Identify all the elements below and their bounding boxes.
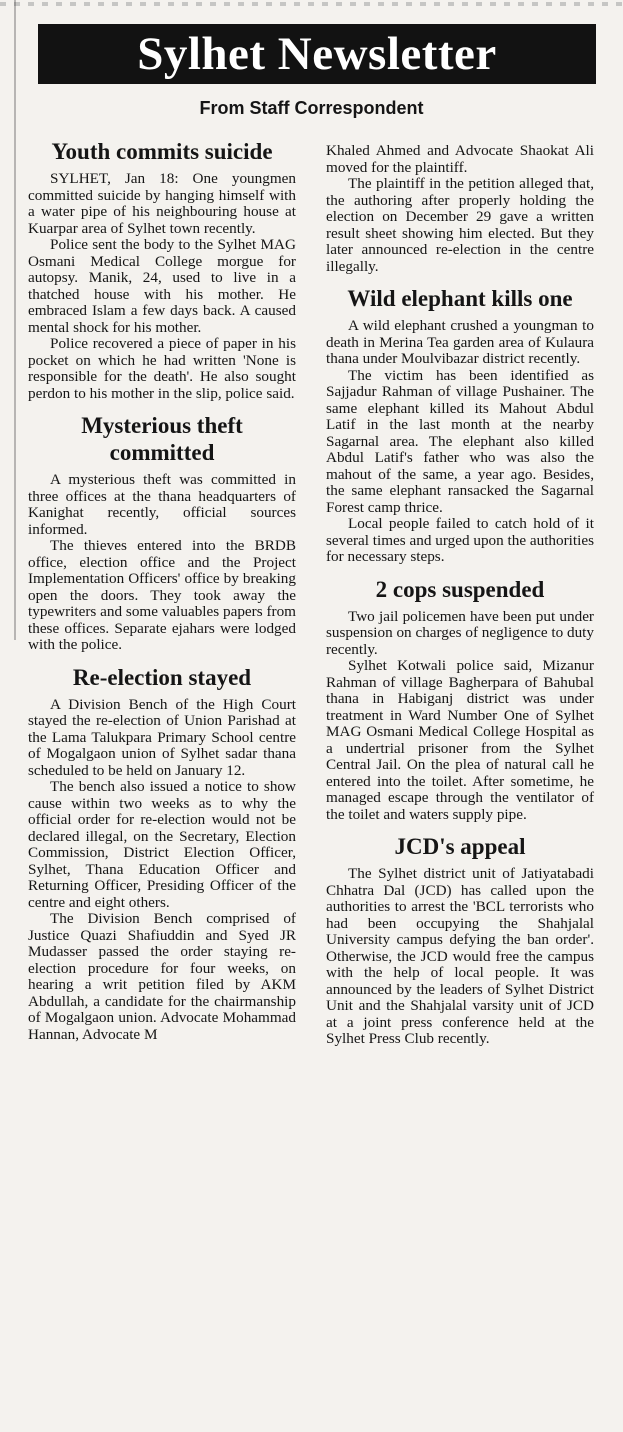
article-mysterious-theft — [28, 412, 296, 654]
headline: 2 cops suspended — [375, 576, 545, 602]
article-continuation — [326, 143, 594, 275]
article-paragraph: Khaled Ahmed and Advocate Shaokat Ali moved for the plaintiff. — [326, 142, 594, 176]
byline: From Staff Correspondent — [199, 98, 424, 118]
article-paragraph: A mysterious theft was committed in three offices at the thana headquarters of Kanighat recently, official sources informed. — [28, 471, 296, 538]
article-paragraph: Two jail policemen have been put under suspension on charges of negligence to duty recently. — [326, 607, 594, 658]
column-rule — [14, 0, 16, 640]
headline: Youth commits suicide — [51, 139, 273, 164]
masthead-title: Sylhet Newsletter — [38, 24, 596, 84]
right-column — [326, 143, 594, 1058]
article-paragraph: Police sent the body to the Sylhet MAG Osmani Medical College morgue for autopsy. Manik, 24, used to live in a thatched house with his mother. He embraced Islam a few days back. A caused mental shock for his mother. — [28, 236, 296, 336]
article-re-election-stayed — [28, 664, 296, 1044]
article-paragraph: A wild elephant crushed a youngman to death in Merina Tea garden area of Kulaura thana under Moulvibazar district recently. — [326, 317, 594, 367]
article-wild-elephant — [326, 285, 594, 566]
article-paragraph: The Division Bench comprised of Justice Quazi Shafiuddin and Syed JR Mudasser passed the order staying re-election procedure for four weeks, on hearing a writ petition filed by AKM Abdullah, a candidate for the chairmanship of Mogalgaon union. Advocate Mohammad Hannan, Advocate M — [28, 910, 296, 1043]
article-cops-suspended — [326, 576, 594, 824]
article-paragraph: The thieves entered into the BRDB office, election office and the Project Implementation Officers' office by breaking open the doors. They took away the typewriters and some valuables papers from these offices. Separate ejahars were lodged with the police. — [28, 537, 296, 653]
article-paragraph: Local people failed to catch hold of it several times and urged upon the authorities for necessary steps. — [326, 515, 594, 565]
article-paragraph: A Division Bench of the High Court stayed the re-election of Union Parishad at the Lama Talukpara Primary School centre of Mogalgaon union of Sylhet sadar thana scheduled to be held on January 12. — [28, 695, 296, 779]
article-paragraph: The plaintiff in the petition alleged that, the authoring after properly holding the election on December 29 gave a written result sheet showing him elected. But they later announced re-election in the centre illegally. — [326, 175, 594, 275]
article-paragraph: Sylhet Kotwali police said, Mizanur Rahman of village Bagherpara of Bahubal thana in Habiganj district was under treatment in Ward Number One of Sylhet MAG Osmani Medical College Hospital as a undertrial prisoner from the Sylhet Central Jail. On the plea of natural call he entered into the toilet. After sometime, he managed escape through the ventilator of the toilet and waters supply pipe. — [326, 657, 594, 823]
headline: JCD's appeal — [394, 834, 526, 859]
article-youth-suicide — [28, 138, 296, 402]
headline: Re-election stayed — [72, 664, 252, 690]
left-column — [28, 138, 296, 1053]
headline: Wild elephant kills one — [347, 286, 573, 311]
article-paragraph: The bench also issued a notice to show cause within two weeks as to why the official order for re-election would not be declared illegal, on the Secretary, Election Commission, District Election Officer, Sylhet, Thana Education Officer and Returning Officer, Presiding Officer of the centre and eight others. — [28, 778, 296, 911]
article-paragraph: SYLHET, Jan 18: One youngmen committed suicide by hanging himself with a water pipe of his neighbouring house at Kuarpar area of Sylhet town recently. — [28, 170, 296, 237]
article-jcd-appeal — [326, 833, 594, 1048]
article-paragraph: The victim has been identified as Sajjadur Rahman of village Pushainer. The same elephant killed its Mahout Abdul Latif in the last month at the nearby Sagarnal area. The elephant also killed Abdul Latif's father who was also the mahout of the same, a year ago. Besides, the same elephant ransacked the Sagarnal Forest camp thrice. — [326, 366, 594, 516]
article-paragraph: The Sylhet district unit of Jatiyatabadi Chhatra Dal (JCD) has called upon the authorities to arrest the 'BCL terrorists who had been occupying the Shahjalal University campus defying the ban order'. Otherwise, the JCD would free the campus with the help of local people. It was announced by the leaders of Sylhet District Unit and the Shahjalal varsity unit of JCD at a joint press conference held at the Sylhet Press Club recently. — [326, 865, 594, 1047]
headline: Mysterious theft committed — [81, 413, 243, 465]
article-paragraph: Police recovered a piece of paper in his pocket on which he had written 'None is responsible for the death'. He also sought perdon to his mother in the slip, police said. — [28, 335, 296, 402]
clipping-top-edge — [0, 2, 623, 6]
